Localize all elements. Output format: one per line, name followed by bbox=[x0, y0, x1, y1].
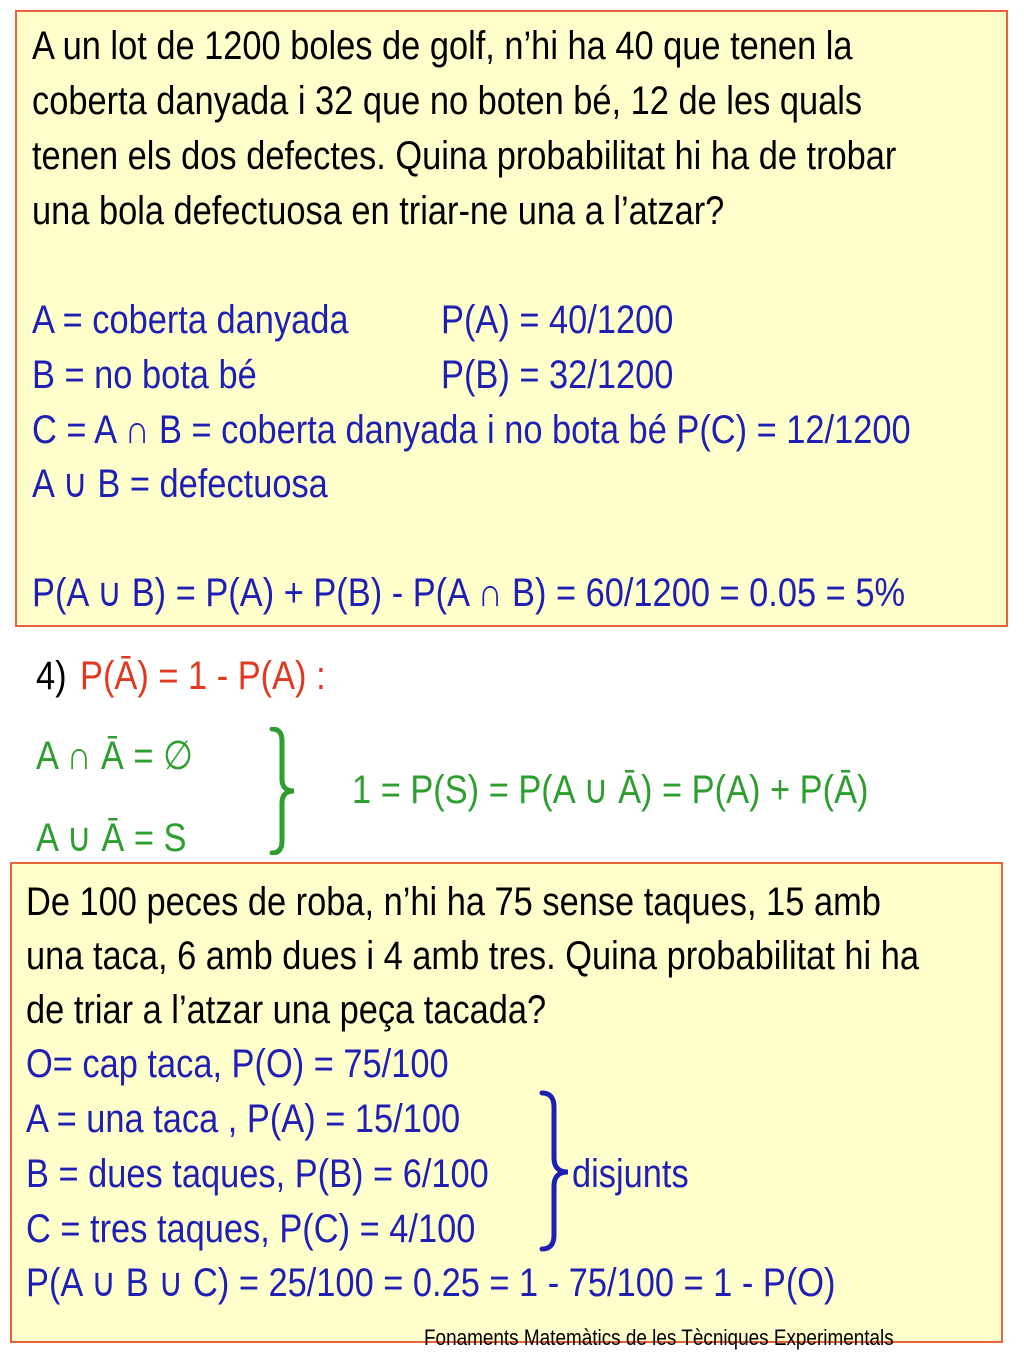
problem2-statement-line-3: de triar a l’atzar una peça tacada? bbox=[26, 988, 547, 1032]
problem1-statement-line-1: A un lot de 1200 boles de golf, n’hi ha 40 que tenen la bbox=[32, 24, 853, 68]
property4-union: A ∪ Ā = S bbox=[36, 816, 187, 860]
property4-conclusion: 1 = P(S) = P(A ∪ Ā) = P(A) + P(Ā) bbox=[352, 768, 869, 812]
problem2-disjoint-label: disjunts bbox=[572, 1152, 689, 1196]
problem1-prob-a: P(A) = 40/1200 bbox=[441, 298, 674, 342]
problem2-statement-line-1: De 100 peces de roba, n’hi ha 75 sense taques, 15 amb bbox=[26, 880, 881, 924]
problem2-def-o: O= cap taca, P(O) = 75/100 bbox=[26, 1042, 449, 1086]
problem1-statement-line-4: una bola defectuosa en triar-ne una a l’atzar? bbox=[32, 189, 725, 233]
green-brace-icon bbox=[262, 727, 302, 855]
problem1-def-a: A = coberta danyada bbox=[32, 298, 349, 342]
problem2-def-c: C = tres taques, P(C) = 4/100 bbox=[26, 1207, 476, 1251]
footer-text: Fonaments Matemàtics de les Tècniques Experimentals bbox=[424, 1325, 894, 1350]
problem1-prob-b: P(B) = 32/1200 bbox=[441, 353, 674, 397]
problem2-def-a: A = una taca , P(A) = 15/100 bbox=[26, 1097, 461, 1141]
problem2-def-b: B = dues taques, P(B) = 6/100 bbox=[26, 1152, 489, 1196]
problem1-statement-line-3: tenen els dos defectes. Quina probabilitat hi ha de trobar bbox=[32, 134, 897, 178]
property4-title: P(Ā) = 1 - P(A) : bbox=[80, 654, 326, 698]
property4-number: 4) bbox=[36, 654, 67, 698]
problem1-statement-line-2: coberta danyada i 32 que no boten bé, 12 de les quals bbox=[32, 79, 863, 123]
problem1-def-b: B = no bota bé bbox=[32, 353, 257, 397]
problem1-def-c: C = A ∩ B = coberta danyada i no bota bé P(C) = 12/1200 bbox=[32, 408, 911, 452]
problem2-statement-line-2: una taca, 6 amb dues i 4 amb tres. Quina probabilitat hi ha bbox=[26, 934, 920, 978]
problem2-result: P(A ∪ B ∪ C) = 25/100 = 0.25 = 1 - 75/100 = 1 - P(O) bbox=[26, 1261, 836, 1305]
property4-intersection: A ∩ Ā = ∅ bbox=[36, 734, 194, 778]
problem1-result: P(A ∪ B) = P(A) + P(B) - P(A ∩ B) = 60/1200 = 0.05 = 5% bbox=[32, 571, 906, 615]
blue-brace-icon bbox=[532, 1090, 576, 1252]
problem1-def-union: A ∪ B = defectuosa bbox=[32, 462, 328, 506]
